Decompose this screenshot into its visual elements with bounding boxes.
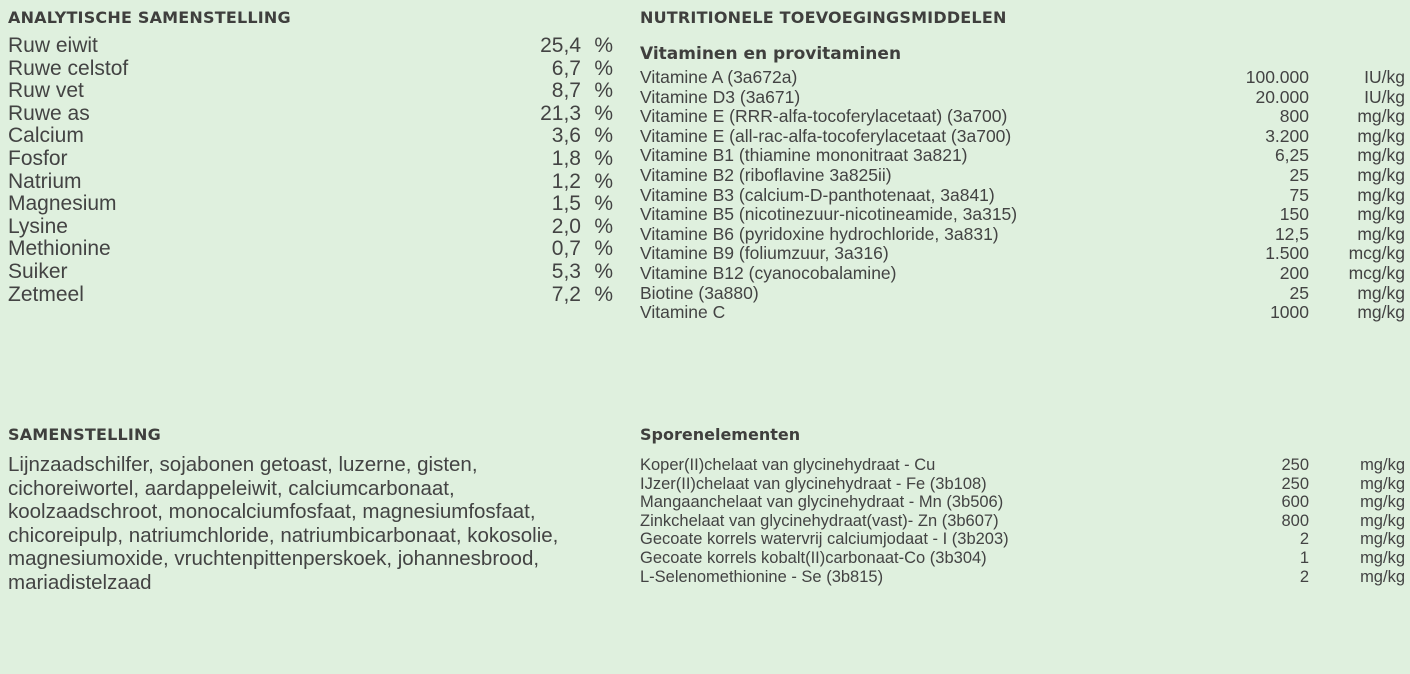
analytic-row <box>8 171 613 194</box>
row-value: 800 <box>1279 106 1309 127</box>
row-label: Vitamine E (RRR-alfa-tocoferylacetaat) (3a700) <box>640 106 1008 127</box>
vitamin-row <box>640 107 1405 127</box>
row-label: Vitamine B2 (riboflavine 3a825ii) <box>640 164 892 185</box>
row-value: 21,3 <box>540 101 581 125</box>
row-unit: mcg/kg <box>1348 262 1405 283</box>
vitamins-table <box>640 68 1405 323</box>
vitamin-row <box>640 68 1405 88</box>
trace-elements-title: Sporenelementen <box>640 425 801 444</box>
row-unit: mg/kg <box>1360 567 1405 586</box>
row-unit: mg/kg <box>1360 548 1405 567</box>
row-label: Ruwe celstof <box>8 56 129 80</box>
row-label: Vitamine C <box>640 302 726 323</box>
row-unit: % <box>594 237 613 261</box>
row-unit: % <box>594 169 613 193</box>
row-value: 1,5 <box>551 192 581 216</box>
row-unit: % <box>594 124 613 148</box>
row-label: Natrium <box>8 169 82 193</box>
row-unit: IU/kg <box>1364 86 1405 107</box>
row-label: Methionine <box>8 237 111 261</box>
row-value: 6,25 <box>1274 145 1309 166</box>
analytic-row <box>8 125 613 148</box>
row-unit: % <box>594 101 613 125</box>
row-value: 12,5 <box>1274 223 1309 244</box>
row-value: 25,4 <box>540 34 581 57</box>
row-label: Calcium <box>8 124 84 148</box>
row-value: 6,7 <box>551 56 581 80</box>
trace-row <box>640 493 1405 512</box>
row-value: 1,2 <box>551 169 581 193</box>
vitamin-row <box>640 244 1405 264</box>
row-value: 25 <box>1289 164 1309 185</box>
row-label: L-Selenomethionine - Se (3b815) <box>640 567 884 586</box>
row-value: 800 <box>1281 511 1309 530</box>
vitamin-row <box>640 186 1405 206</box>
row-label: Vitamine A (3a672a) <box>640 67 798 87</box>
trace-row <box>640 475 1405 494</box>
analytic-title: ANALYTISCHE SAMENSTELLING <box>8 8 291 27</box>
vitamin-row <box>640 166 1405 186</box>
row-label: Magnesium <box>8 192 117 216</box>
vitamin-row <box>640 284 1405 304</box>
row-unit: mg/kg <box>1360 530 1405 549</box>
row-value: 20.000 <box>1255 86 1309 107</box>
analytic-row <box>8 103 613 126</box>
analytic-table <box>8 35 613 306</box>
row-unit: mg/kg <box>1357 164 1405 185</box>
row-label: Vitamine B1 (thiamine mononitraat 3a821) <box>640 145 968 166</box>
row-label: Gecoate korrels kobalt(II)carbonaat-Co (3b304) <box>640 548 987 567</box>
row-value: 2 <box>1299 530 1309 549</box>
composition-title: SAMENSTELLING <box>8 425 161 444</box>
row-label: Ruwe as <box>8 101 90 125</box>
row-value: 2,0 <box>551 214 581 238</box>
vitamin-row <box>640 264 1405 284</box>
row-unit: % <box>594 56 613 80</box>
row-unit: mg/kg <box>1357 106 1405 127</box>
vitamin-row <box>640 146 1405 166</box>
row-unit: IU/kg <box>1364 67 1405 87</box>
analytic-row <box>8 35 613 58</box>
trace-row <box>640 568 1405 587</box>
row-label: Mangaanchelaat van glycinehydraat - Mn (3b506) <box>640 493 1004 512</box>
vitamin-row <box>640 225 1405 245</box>
row-label: Koper(II)chelaat van glycinehydraat - Cu <box>640 456 936 474</box>
row-label: Ruw eiwit <box>8 34 98 57</box>
row-value: 3,6 <box>551 124 581 148</box>
vitamin-row <box>640 303 1405 323</box>
row-value: 3.200 <box>1265 125 1309 146</box>
row-unit: % <box>594 192 613 216</box>
trace-row <box>640 456 1405 475</box>
trace-row <box>640 530 1405 549</box>
row-unit: mg/kg <box>1360 511 1405 530</box>
vitamin-row <box>640 88 1405 108</box>
row-value: 1.500 <box>1265 243 1309 264</box>
row-label: Vitamine B9 (foliumzuur, 3a316) <box>640 243 889 264</box>
row-unit: mg/kg <box>1357 125 1405 146</box>
row-value: 75 <box>1289 184 1309 205</box>
row-unit: % <box>594 79 613 103</box>
row-value: 600 <box>1281 493 1309 512</box>
row-unit: mcg/kg <box>1348 243 1405 264</box>
row-value: 250 <box>1281 456 1309 474</box>
row-unit: % <box>594 34 613 57</box>
row-value: 1000 <box>1270 302 1309 323</box>
row-label: Zinkchelaat van glycinehydraat(vast)- Zn (3b607) <box>640 511 999 530</box>
row-label: Vitamine B6 (pyridoxine hydrochloride, 3a831) <box>640 223 999 244</box>
row-unit: mg/kg <box>1357 184 1405 205</box>
row-unit: mg/kg <box>1360 474 1405 493</box>
row-value: 8,7 <box>551 79 581 103</box>
analytic-row <box>8 58 613 81</box>
row-label: Lysine <box>8 214 68 238</box>
trace-elements-table <box>640 456 1405 586</box>
row-label: Zetmeel <box>8 282 84 306</box>
row-unit: % <box>594 259 613 283</box>
row-unit: mg/kg <box>1360 456 1405 474</box>
analytic-row <box>8 238 613 261</box>
row-value: 1 <box>1299 548 1309 567</box>
composition-text: Lijnzaadschilfer, sojabonen getoast, luzerne, gisten, cichoreiwortel, aardappeleiwit, calciumcarbonaat, koolzaadschroot, monocalciumfosfaat, magnesiumfosfaat, chicoreipulp, natriumchloride, natriumbicarbonaat, kokosolie, magnesiumoxide, vruchtenpittenperskoek, johannesbrood, mariadistelzaad <box>8 453 559 594</box>
row-value: 200 <box>1279 262 1309 283</box>
row-label: Vitamine B12 (cyanocobalamine) <box>640 262 897 283</box>
row-label: Fosfor <box>8 146 68 170</box>
additives-title: NUTRITIONELE TOEVOEGINGSMIDDELEN <box>640 8 1007 27</box>
row-unit: mg/kg <box>1357 145 1405 166</box>
row-value: 250 <box>1281 474 1309 493</box>
analytic-row <box>8 193 613 216</box>
row-label: Vitamine E (all-rac-alfa-tocoferylacetaat (3a700) <box>640 125 1012 146</box>
row-unit: mg/kg <box>1357 282 1405 303</box>
row-value: 1,8 <box>551 146 581 170</box>
row-value: 7,2 <box>551 282 581 306</box>
row-unit: mg/kg <box>1357 223 1405 244</box>
row-label: Biotine (3a880) <box>640 282 759 303</box>
row-label: IJzer(II)chelaat van glycinehydraat - Fe (3b108) <box>640 474 987 493</box>
vitamin-row <box>640 127 1405 147</box>
vitamin-row <box>640 205 1405 225</box>
row-label: Suiker <box>8 259 68 283</box>
row-value: 25 <box>1289 282 1309 303</box>
row-unit: % <box>594 282 613 306</box>
row-label: Vitamine B3 (calcium-D-panthotenaat, 3a841) <box>640 184 995 205</box>
analytic-row <box>8 216 613 239</box>
trace-row <box>640 549 1405 568</box>
row-label: Ruw vet <box>8 79 84 103</box>
analytic-row <box>8 80 613 103</box>
row-label: Vitamine D3 (3a671) <box>640 86 801 107</box>
row-value: 5,3 <box>551 259 581 283</box>
row-unit: mg/kg <box>1360 493 1405 512</box>
row-value: 2 <box>1299 567 1309 586</box>
row-unit: mg/kg <box>1357 204 1405 225</box>
row-value: 100.000 <box>1245 67 1309 87</box>
vitamins-title: Vitaminen en provitaminen <box>640 44 902 64</box>
row-label: Gecoate korrels watervrij calciumjodaat - I (3b203) <box>640 530 1009 549</box>
row-unit: mg/kg <box>1357 302 1405 323</box>
row-unit: % <box>594 214 613 238</box>
analytic-row <box>8 148 613 171</box>
analytic-row <box>8 284 613 307</box>
row-label: Vitamine B5 (nicotinezuur-nicotineamide, 3a315) <box>640 204 1018 225</box>
row-unit: % <box>594 146 613 170</box>
trace-row <box>640 512 1405 531</box>
row-value: 0,7 <box>551 237 581 261</box>
row-value: 150 <box>1279 204 1309 225</box>
analytic-row <box>8 261 613 284</box>
